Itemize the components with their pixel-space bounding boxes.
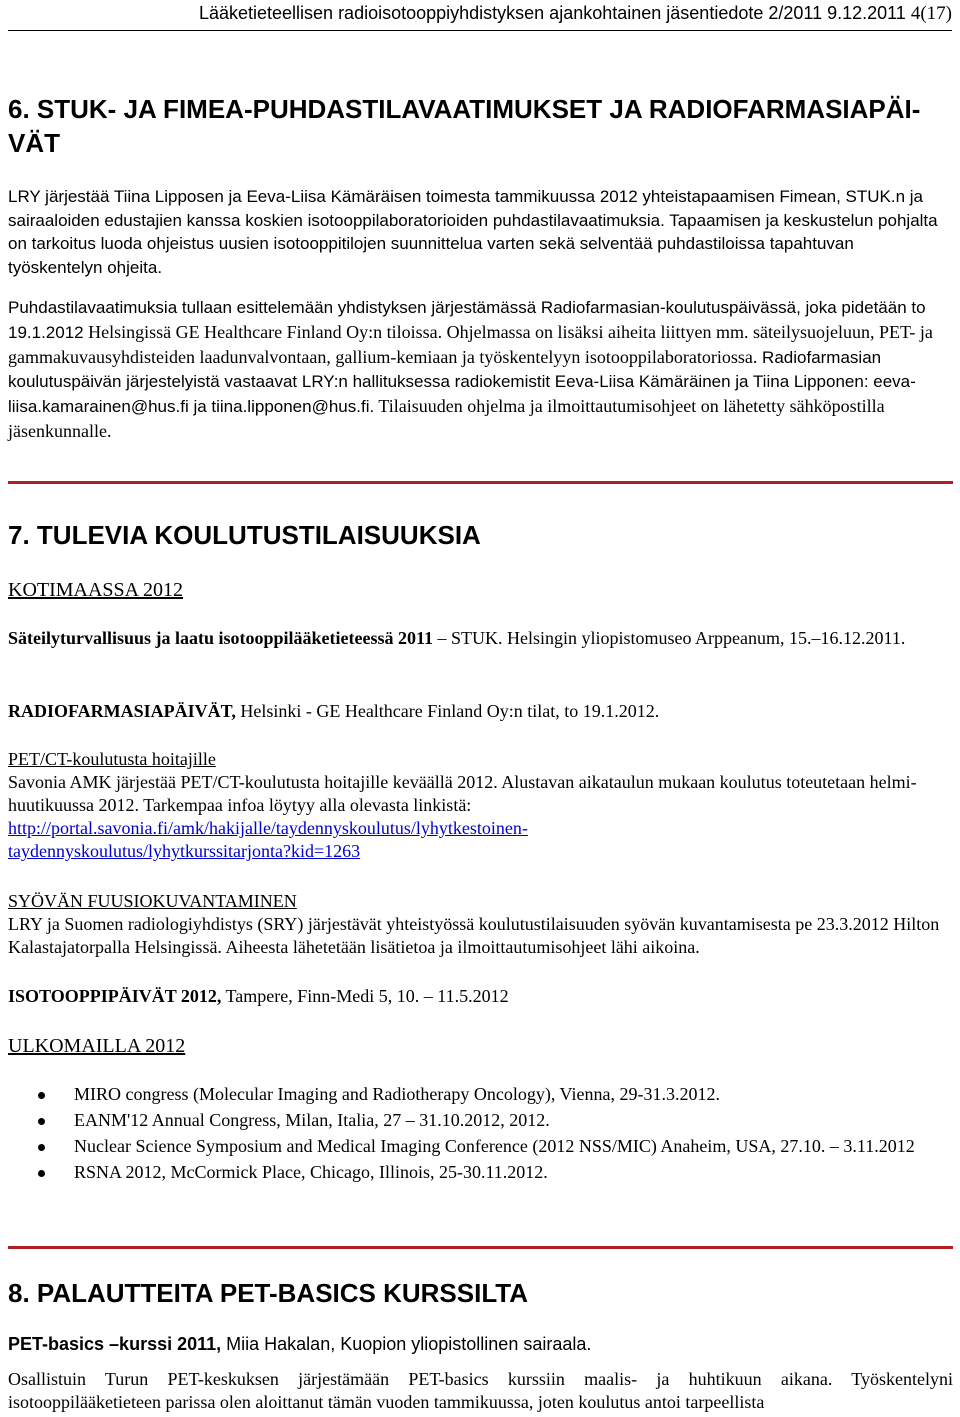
- list-item: RSNA 2012, McCormick Place, Chicago, Illinois, 25-30.11.2012.: [8, 1161, 953, 1184]
- section-6-paragraph-2: [8, 296, 953, 444]
- event-title: ISOTOOPPIPÄIVÄT 2012,: [8, 986, 222, 1006]
- abroad-heading: ULKOMAILLA 2012: [8, 1035, 186, 1057]
- bullet-icon: [38, 1144, 45, 1151]
- para2-serif-part: Helsingissä GE Healthcare Finland Oy:n tiloissa. Ohjelmassa on lisäksi aiheita liittyen mm. säteilysuojeluun, PET- ja gammakuvausyhdisteiden laadunvalvontaan, gallium-kemiaan ja työskentelyyn isotooppilaboratoriossa.: [8, 322, 933, 367]
- header-rule: [8, 30, 952, 31]
- section-8-title: 8. PALAUTTEITA PET-BASICS KURSSILTA: [8, 1278, 529, 1308]
- para2-serif-part-2: Tilaisuuden ohjelma ja ilmoittautumisohjeet on lähetetty sähköpostilla jäsenkunnalle.: [8, 396, 885, 441]
- event-description: LRY ja Suomen radiologiyhdistys (SRY) järjestävät yhteistyössä koulutustilaisuuden syövän kuvantamisesta pe 23.3.2012 Hilton Kalastajatorpalla Helsingissä. Aiheesta lähetetään lisätietoa ja ilmoittautumisohjeet lähi aikoina.: [8, 914, 940, 957]
- section-8-byline: [8, 1333, 953, 1357]
- bullet-icon: [38, 1118, 45, 1125]
- page-number: 4(17): [910, 3, 952, 24]
- list-item: MIRO congress (Molecular Imaging and Radiotherapy Oncology), Vienna, 29-31.3.2012.: [8, 1083, 953, 1106]
- event-details: – STUK. Helsingin yliopistomuseo Arppeanum, 15.–16.12.2011.: [433, 628, 906, 648]
- event-heading: SYÖVÄN FUUSIOKUVANTAMINEN: [8, 891, 297, 911]
- running-header: [8, 0, 952, 33]
- event-sateilyturvallisuus: [8, 627, 953, 650]
- header-title: Lääketieteellisen radioisotooppiyhdistyksen ajankohtainen jäsentiedote 2/2011 9.12.2011: [198, 3, 906, 23]
- section-divider: [8, 481, 953, 484]
- savonia-link[interactable]: http://portal.savonia.fi/amk/hakijalle/taydennyskoulutus/lyhytkestoinen-: [8, 818, 528, 838]
- event-radiofarmasiapaivat: [8, 700, 953, 723]
- byline-author: Miia Hakalan, Kuopion yliopistollinen sairaala.: [221, 1334, 592, 1354]
- course-title: PET-basics –kurssi 2011,: [8, 1334, 222, 1354]
- section-divider: [8, 1246, 953, 1249]
- abroad-list: [8, 1083, 953, 1187]
- event-details: Helsinki - GE Healthcare Finland Oy:n tilat, to 19.1.2012.: [235, 701, 660, 721]
- bullet-icon: [38, 1092, 45, 1099]
- event-isotooppipaivat: [8, 985, 953, 1008]
- list-item: Nuclear Science Symposium and Medical Imaging Conference (2012 NSS/MIC) Anaheim, USA, 27.10. – 3.11.2012: [8, 1135, 953, 1158]
- para2-sans-part-2: Radiofarmasian koulutuspäivän järjestelyistä vastaavat LRY:n hallituksessa radiokemistit Eeva-Liisa Kämäräinen ja Tiina Lipponen: eeva-liisa.kamarainen@hus.fi ja tiina.lipponen@hus.fi.: [8, 348, 916, 416]
- event-heading: PET/CT-koulutusta hoitajille: [8, 749, 216, 769]
- event-syovan-fuusiokuvantaminen: [8, 890, 953, 959]
- event-title: RADIOFARMASIAPÄIVÄT,: [8, 701, 236, 721]
- event-pet-ct: [8, 748, 953, 863]
- list-item: EANM'12 Annual Congress, Milan, Italia, 27 – 31.10.2012, 2012.: [8, 1109, 953, 1132]
- event-description: Savonia AMK järjestää PET/CT-koulutusta hoitajille keväällä 2012. Alustavan aikataulun mukaan koulutus toteutetaan helmi-huutikuussa 2012. Tarkempaa infoa löytyy alla olevasta linkistä:: [8, 772, 917, 815]
- section-8-paragraph-1: Osallistuin Turun PET-keskuksen järjestämään PET-basics kurssiin maalis- ja huhtikuun aikana. Työskentelyni isotooppilääketieteen parissa olen aloittanut tämän vuoden tammikuussa, joten koulutus antoi tarpeellista: [8, 1369, 953, 1412]
- section-7-title: 7. TULEVIA KOULUTUSTILAISUUKSIA: [8, 520, 481, 550]
- event-details: Tampere, Finn-Medi 5, 10. – 11.5.2012: [221, 986, 509, 1006]
- bullet-icon: [38, 1170, 45, 1177]
- para2-sans-part: Puhdastilavaatimuksia tullaan esittelemään yhdistyksen järjestämässä Radiofarmasian-koulutuspäivässä, joka pidetään to 19.1.2012: [8, 298, 926, 342]
- section-6-paragraph-1: LRY järjestää Tiina Lipposen ja Eeva-Liisa Kämäräisen toimesta tammikuussa 2012 yhteistapaamisen Fimean, STUK.n ja sairaaloiden edustajien kanssa koskien isotooppilaboratorioiden puhdastilavaatimuksia. Tapaamisen ja keskustelun pohjalta on tarkoitus luoda ohjeistus uusien isotooppitilojen suunnittelua varten sekä selventää puhdastiloissa tapahtuvan työskentelyn ohjeita.: [8, 187, 938, 277]
- section-6-title: 6. STUK- JA FIMEA-PUHDASTILAVAATIMUKSET JA RADIOFARMASIAPÄI-VÄT: [8, 94, 921, 158]
- event-title: Säteilyturvallisuus ja laatu isotooppilääketieteessä 2011: [8, 628, 434, 648]
- domestic-heading: KOTIMAASSA 2012: [8, 579, 184, 601]
- savonia-link-continued[interactable]: taydennyskoulutus/lyhytkurssitarjonta?kid=1263: [8, 841, 361, 861]
